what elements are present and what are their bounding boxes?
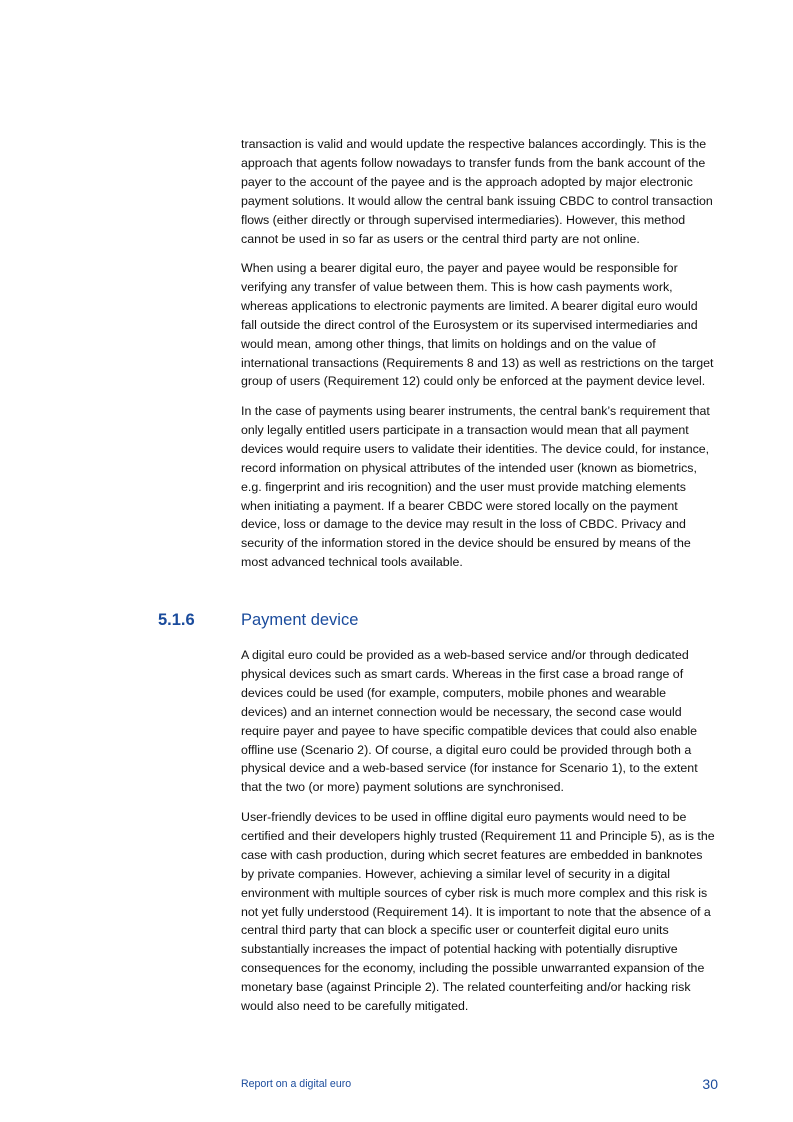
paragraph-line: not yet fully understood (Requirement 14). It is important to note that the absence of a (241, 904, 711, 919)
paragraph-line: most advanced technical tools available. (241, 555, 463, 570)
paragraph-line: substantially increases the impact of potential hacking with potentially disruptive (241, 942, 678, 957)
paragraph-line: by private companies. However, achieving a similar level of security in a digital (241, 866, 671, 881)
paragraph-line: environment with multiple sources of cyber risk is much more complex and this risk is (241, 885, 708, 900)
paragraph-line: security of the information stored in the device should be ensured by means of the (241, 536, 691, 551)
body-paragraph-5 (241, 808, 723, 1016)
paragraph-line: physical device and a web-based service (for instance for Scenario 1), to the extent (241, 761, 698, 776)
paragraph-line: whereas applications to electronic payments are limited. A bearer digital euro would (241, 298, 698, 313)
paragraph-line: require payer and payee to have specific compatible devices that could also enable (241, 723, 697, 738)
paragraph-line: devices would require users to validate their identities. The device could, for instance, (241, 441, 710, 456)
paragraph-line: transaction is valid and would update the respective balances accordingly. This is the (241, 137, 707, 151)
paragraph-line: A digital euro could be provided as a web-based service and/or through dedicated (241, 648, 689, 662)
paragraph-line: cannot be used in so far as users or the central third party are not online. (241, 231, 640, 246)
footer-page-number: 30 (702, 1076, 718, 1092)
paragraph-line: central third party that can block a specific user or counterfeit digital euro units (241, 923, 669, 938)
paragraph-line: fall outside the direct control of the Eurosystem or its supervised intermediaries and (241, 317, 698, 332)
footer-document-title: Report on a digital euro (241, 1078, 352, 1090)
paragraph-line: verifying any transfer of value between them. This is how cash payments work, (241, 279, 673, 294)
paragraph-line: international transactions (Requirements 8 and 13) as well as restrictions on the target (241, 355, 714, 370)
paragraph-line: consequences for the economy, including the possible unwarranted expansion of the (241, 961, 705, 976)
section-number: 5.1.6 (158, 611, 195, 629)
paragraph-line: physical devices such as smart cards. Whereas in the first case a broad range of (241, 666, 684, 681)
paragraph-line: devices could be used (for example, computers, mobile phones and wearable (241, 685, 666, 700)
paragraph-line: when initiating a payment. If a bearer CBDC were stored locally on the payment (241, 498, 678, 513)
paragraph-line: would also need to be carefully mitigated. (241, 999, 469, 1014)
body-paragraph-4 (241, 646, 723, 797)
body-paragraph-3 (241, 402, 723, 572)
paragraph-line: certified and their developers highly trusted (Requirement 11 and Principle 5), as is the (241, 828, 715, 843)
paragraph-line: only legally entitled users participate in a transaction would mean that all payment (241, 422, 689, 437)
paragraph-line: In the case of payments using bearer instruments, the central bank’s requirement that (241, 404, 710, 418)
paragraph-line: devices) and an internet connection would be necessary, the second case would (241, 704, 682, 719)
paragraph-line: approach that agents follow nowadays to transfer funds from the bank account of the (241, 155, 706, 170)
paragraph-line: offline use (Scenario 2). Of course, a digital euro could be provided through both a (241, 742, 692, 757)
body-paragraph-2 (241, 259, 723, 391)
paragraph-line: When using a bearer digital euro, the payer and payee would be responsible for (241, 261, 678, 275)
paragraph-line: would mean, among other things, that limits on holdings and on the value of (241, 336, 656, 351)
paragraph-line: payer to the account of the payee and is the approach adopted by major electronic (241, 174, 693, 189)
paragraph-line: User-friendly devices to be used in offline digital euro payments would need to be (241, 810, 687, 824)
body-paragraph-1 (241, 135, 723, 248)
section-title: Payment device (241, 611, 359, 629)
paragraph-line: device, loss or damage to the device may result in the loss of CBDC. Privacy and (241, 517, 686, 532)
paragraph-line: monetary base (against Principle 2). The related counterfeiting and/or hacking risk (241, 980, 691, 995)
paragraph-line: group of users (Requirement 12) could only be enforced at the payment device level. (241, 374, 706, 389)
paragraph-line: flows (either directly or through supervised intermediaries). However, this method (241, 212, 686, 227)
paragraph-line: record information on physical attributes of the intended user (known as biometrics, (241, 460, 697, 475)
paragraph-line: that the two (or more) payment solutions are synchronised. (241, 780, 564, 795)
paragraph-line: e.g. fingerprint and iris recognition) and the user must provide matching elements (241, 479, 686, 494)
paragraph-line: case with cash production, during which secret features are embedded in banknotes (241, 847, 703, 862)
paragraph-line: payment solutions. It would allow the central bank issuing CBDC to control transaction (241, 193, 713, 208)
